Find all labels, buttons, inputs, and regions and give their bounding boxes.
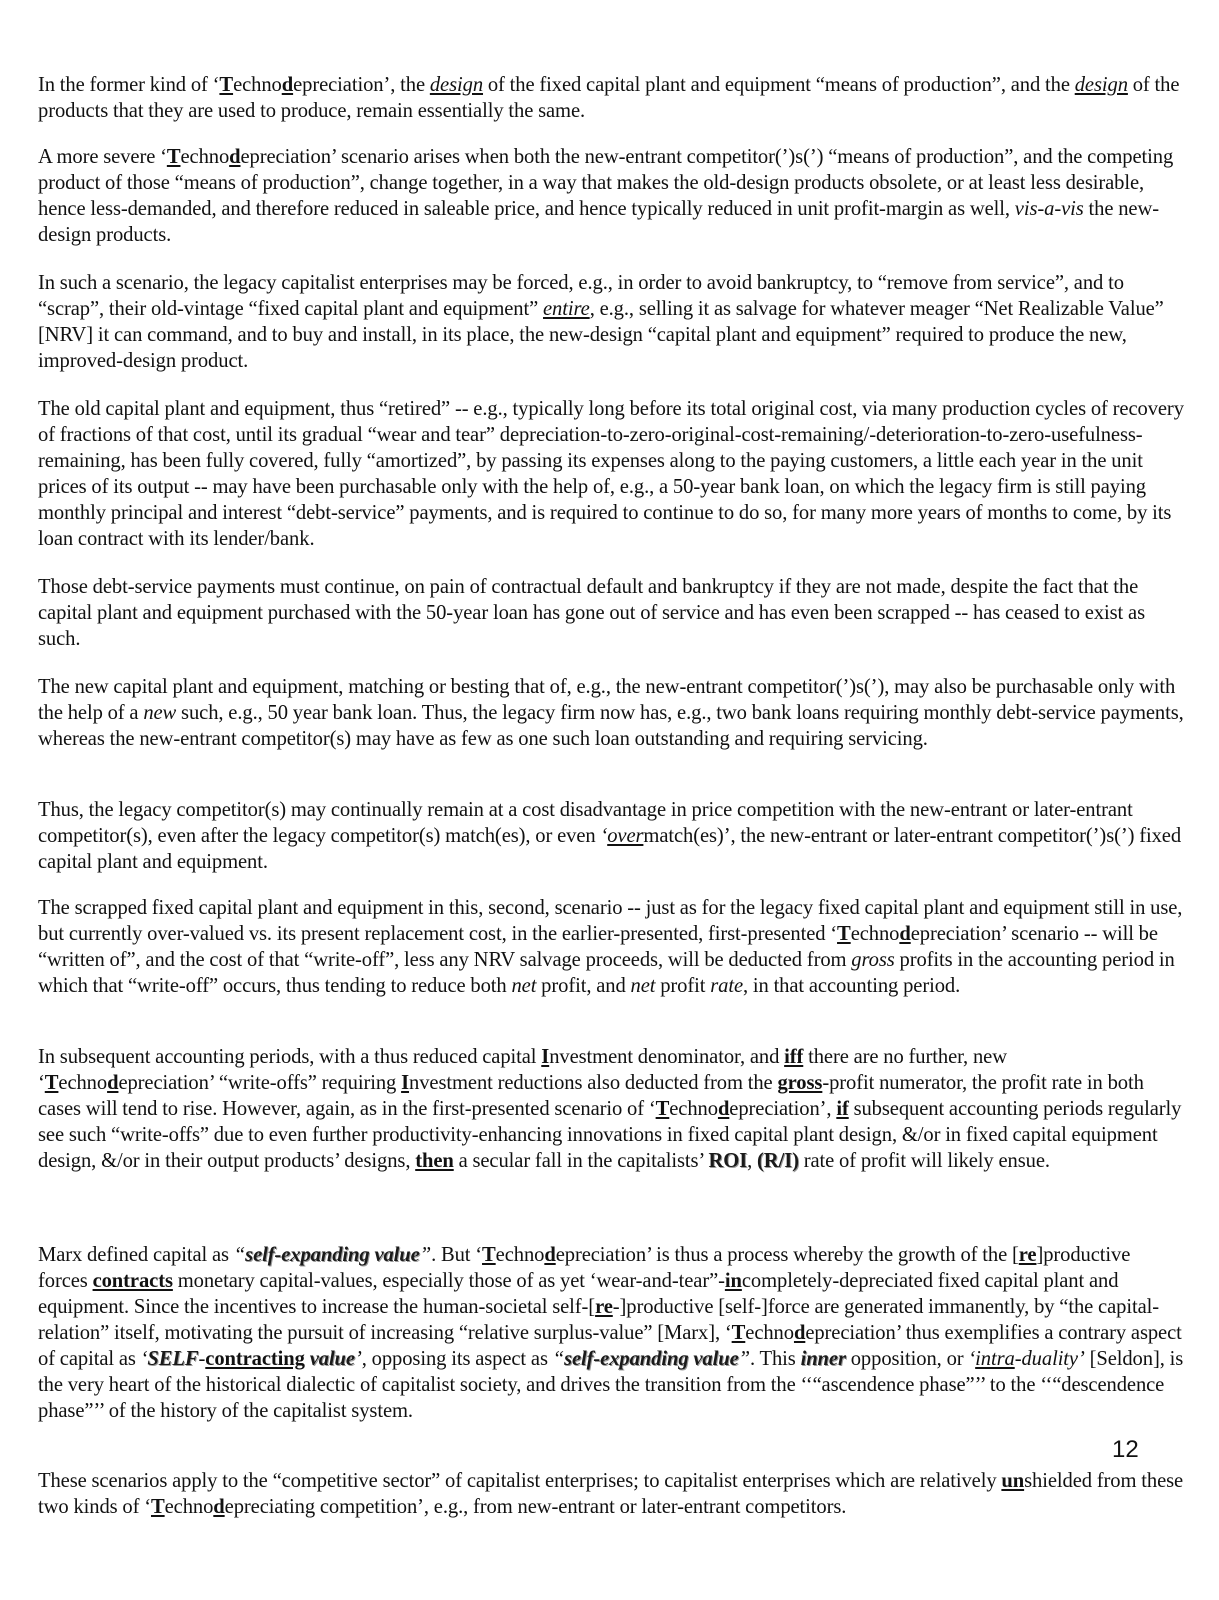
text-run: echno [745,1322,794,1344]
text-run: inner [800,1348,846,1370]
text-run: entire [543,298,590,320]
text-run: d [281,74,294,96]
text-run: profit [655,975,711,997]
paragraph-new-capital-plant [38,674,1184,752]
text-run: new [143,702,177,724]
text-run: self-expanding value [245,1244,420,1266]
text-run: d [899,923,911,945]
text-run: ‘ [140,1348,148,1370]
text-run: rate [710,975,743,997]
text-run: -profit numerator, the profit rate in both cases will tend to rise. However, again, as in the first-presented scenario of ‘ [38,1072,1144,1120]
text-run: rate of profit will likely ensue. [798,1150,1050,1172]
text-run: ” [738,1348,750,1370]
text-run: iff [784,1046,804,1068]
text-run: The scrapped fixed capital plant and equipment in this, second, scenario -- just as for the legacy fixed capital plant and equipment still in use, but currently over-valued vs. its present replacement cost, in the earlier-presented, first-presented ‘ [38,897,1183,945]
text-run: SELF [147,1348,199,1370]
text-run: epreciation’ is thus a process whereby the growth of the [ [555,1244,1019,1266]
text-run: epreciation’ thus exemplifies a contrary aspect of capital as [38,1322,1182,1370]
paragraph-marx-capital [38,1242,1184,1424]
text-run: , the new-entrant or later-entrant competitor(’)s(’) fixed capital plant and equipment. [38,825,1182,873]
text-run: if [836,1098,849,1120]
text-run: epreciation’, [729,1098,837,1120]
text-run: d [107,1072,119,1094]
text-run: d [544,1244,556,1266]
text-run: vis-a-vis [1014,198,1084,220]
text-run: echno [164,1496,214,1518]
text-run: re [1018,1244,1037,1266]
text-run: re [595,1296,613,1318]
text-run: of the fixed capital plant and equipment “means of production”, and the [483,74,1075,96]
text-run: echno [495,1244,545,1266]
paragraph-such-scenario [38,270,1184,374]
text-run: (R/I) [757,1150,799,1172]
text-run: of the products that they are used to produce, remain essentially the same. [38,74,1180,122]
text-run: d [793,1322,806,1344]
paragraph-former-kind [38,72,1184,124]
text-run: gross [851,949,895,971]
text-run: monetary capital-values, especially those of as yet ‘wear-and-tear”- [172,1270,725,1292]
text-run: the new-design products. [38,198,1159,246]
text-run: “ [552,1348,565,1370]
text-run: net [511,975,537,997]
text-run: echno [58,1072,108,1094]
text-run: In such a scenario, the legacy capitalist enterprises may be forced, e.g., in order to avoid bankruptcy, to “remove from service”, and to “scrap”, their old-vintage “fixed capital plant and equipment” [38,272,1124,320]
text-run: T [219,74,234,96]
text-run: design [1074,74,1128,96]
text-run: T [150,1496,165,1518]
text-run: , e.g., selling it as salvage for whatever meager “Net Realizable Value” [NRV] it can command, and to buy and install, in its place, the new-design “capital plant and equipment” required to produce the new, improved-design product. [38,298,1164,372]
text-run: Marx defined capital as [38,1244,234,1266]
text-run: Those debt-service payments must continue, on pain of contractual default and bankruptcy if they are not made, despite the fact that the capital plant and equipment purchased with the 50-year loan has gone out of service and has even been scrapped -- has ceased to exist as such. [38,576,1145,650]
text-run: [Seldon], is the very heart of the historical dialectic of capitalist society, and drives the transition from the ‘‘“ascendence phase”’’ to the ‘‘“descendence phase”’’ of the history of the capitalist system. [38,1348,1184,1422]
text-run: , in that accounting period. [743,975,961,997]
text-run: in [724,1270,742,1292]
text-run: epreciation’, the [293,74,430,96]
text-run: , [747,1150,758,1172]
text-run: echno [669,1098,718,1120]
text-run: design [429,74,484,96]
text-run: d [213,1496,225,1518]
text-run: . This [749,1348,801,1370]
text-run: T [655,1098,670,1120]
text-run: un [1001,1470,1025,1492]
text-run: d [717,1098,730,1120]
paragraph-competitive-sector [38,1468,1184,1520]
text-run: T [44,1072,59,1094]
text-run: epreciation’ scenario -- will be “written of”, and the cost of that “write-off”, less any NRV salvage proceeds, will be deducted from [38,923,1158,971]
paragraph-scrapped-plant [38,895,1184,999]
text-run: ” [419,1244,432,1266]
text-run: epreciation’ scenario arises when both the new-entrant competitor(’)s(’) “means of production”, and the competing product of those “means of production”, change together, in a way that makes the old-design products obsolete, or at least less desirable, hence less-demanded, and therefore reduced in saleable price, and hence typically reduced in unit profit-margin as well, [38,146,1174,220]
text-run: profits in the accounting period in which that “write-off” occurs, thus tending to reduce both [38,949,1175,997]
text-run: shielded from these two kinds of ‘ [38,1470,1184,1518]
text-run: self-expanding value [564,1348,739,1370]
text-run: a secular fall in the capitalists’ [453,1150,709,1172]
text-run: T [482,1244,496,1266]
text-run: nvestment reductions also deducted from the [409,1072,778,1094]
text-run: nvestment denominator, and [549,1046,785,1068]
text-run: - [198,1348,206,1370]
text-run: contracts [92,1270,173,1292]
text-run: ’ [354,1348,362,1370]
text-run: net [630,975,656,997]
text-run: ‘ [600,825,608,847]
text-run: T [166,146,181,168]
paragraph-old-capital-plant [38,396,1184,552]
text-run: The old capital plant and equipment, thus “retired” -- e.g., typically long before its total original cost, via many production cycles of recovery of fractions of that cost, until its gradual “wear and tear” depreciation-to-zero-original-cost-remaining/-deterioration-to-zero-usefulness-remaining, has been fully covered, fully “amortized”, by passing its expenses along to the paying customers, a little each year in the unit prices of its output -- may have been purchasable only with the help of, e.g., a 50-year bank loan, on which the legacy firm is still paying monthly principal and interest “debt-service” payments, and is required to continue to do so, for many more years of months to come, by its loan contract with its lender/bank. [38,398,1184,550]
text-run: -duality’ [1014,1348,1085,1370]
text-run: epreciation’ “write-offs” requiring [118,1072,402,1094]
paragraph-debt-service [38,574,1184,652]
text-run: completely-depreciated fixed capital plant and equipment. Since the incentives to increase the human-societal self-[ [38,1270,1119,1318]
text-run: such, e.g., 50 year bank loan. Thus, the legacy firm now has, e.g., two bank loans requiring monthly debt-service payments, whereas the new-entrant competitor(s) may have as few as one such loan outstanding and requiring servicing. [38,702,1184,750]
text-run: ]productive forces [38,1244,1131,1292]
paragraph-more-severe-scenario [38,144,1184,248]
text-run: ‘ [968,1348,976,1370]
text-run: T [837,923,851,945]
text-run: Thus, the legacy competitor(s) may continually remain at a cost disadvantage in price competition with the new-entrant or later-entrant competitor(s), even after the legacy competitor(s) match(es), or even [38,799,1133,847]
text-run: intra [975,1348,1015,1370]
text-run: gross [777,1072,823,1094]
text-run: T [731,1322,746,1344]
text-run: over [607,825,644,847]
text-run: -]productive [self-]force are generated immanently, by “the capital-relation” itself, motivating the pursuit of increasing “relative surplus-value” [Marx], ‘ [38,1296,1159,1344]
text-run: The new capital plant and equipment, matching or besting that of, e.g., the new-entrant competitor(’)s(’), may also be purchasable only with the help of a [38,676,1176,724]
text-run: I [541,1046,550,1068]
text-run: I [401,1072,410,1094]
paragraph-cost-disadvantage [38,797,1184,875]
text-run: contracting [205,1348,305,1370]
text-run: d [229,146,241,168]
text-run: echno [233,74,282,96]
text-run: there are no further, new ‘ [38,1046,1007,1094]
text-run: ROI [708,1150,748,1172]
text-run: then [415,1150,454,1172]
text-run: These scenarios apply to the “competitive sector” of capitalist enterprises; to capitalist enterprises which are relatively [38,1470,1002,1492]
text-run: profit, and [536,975,631,997]
text-run: . But ‘ [431,1244,483,1266]
text-run: epreciating competition’, e.g., from new-entrant or later-entrant competitors. [224,1496,847,1518]
text-run: opposition, or [845,1348,969,1370]
page-number: 12 [1112,1436,1139,1463]
paragraph-subsequent-periods [38,1044,1184,1174]
text-run: A more severe ‘ [38,146,167,168]
text-run: echno [180,146,230,168]
text-run: subsequent accounting periods regularly see such “write-offs” due to even further productivity-enhancing innovations in fixed capital plant design, &/or in fixed capital equipment design, &/or in their output products’ designs, [38,1098,1182,1172]
text-run: “ [233,1244,246,1266]
text-run: match(es)’ [643,825,731,847]
text-run: echno [850,923,900,945]
text-run: , opposing its aspect as [361,1348,553,1370]
text-run: value [309,1348,355,1370]
text-run: In subsequent accounting periods, with a thus reduced capital [38,1046,542,1068]
text-run: In the former kind of ‘ [38,74,220,96]
